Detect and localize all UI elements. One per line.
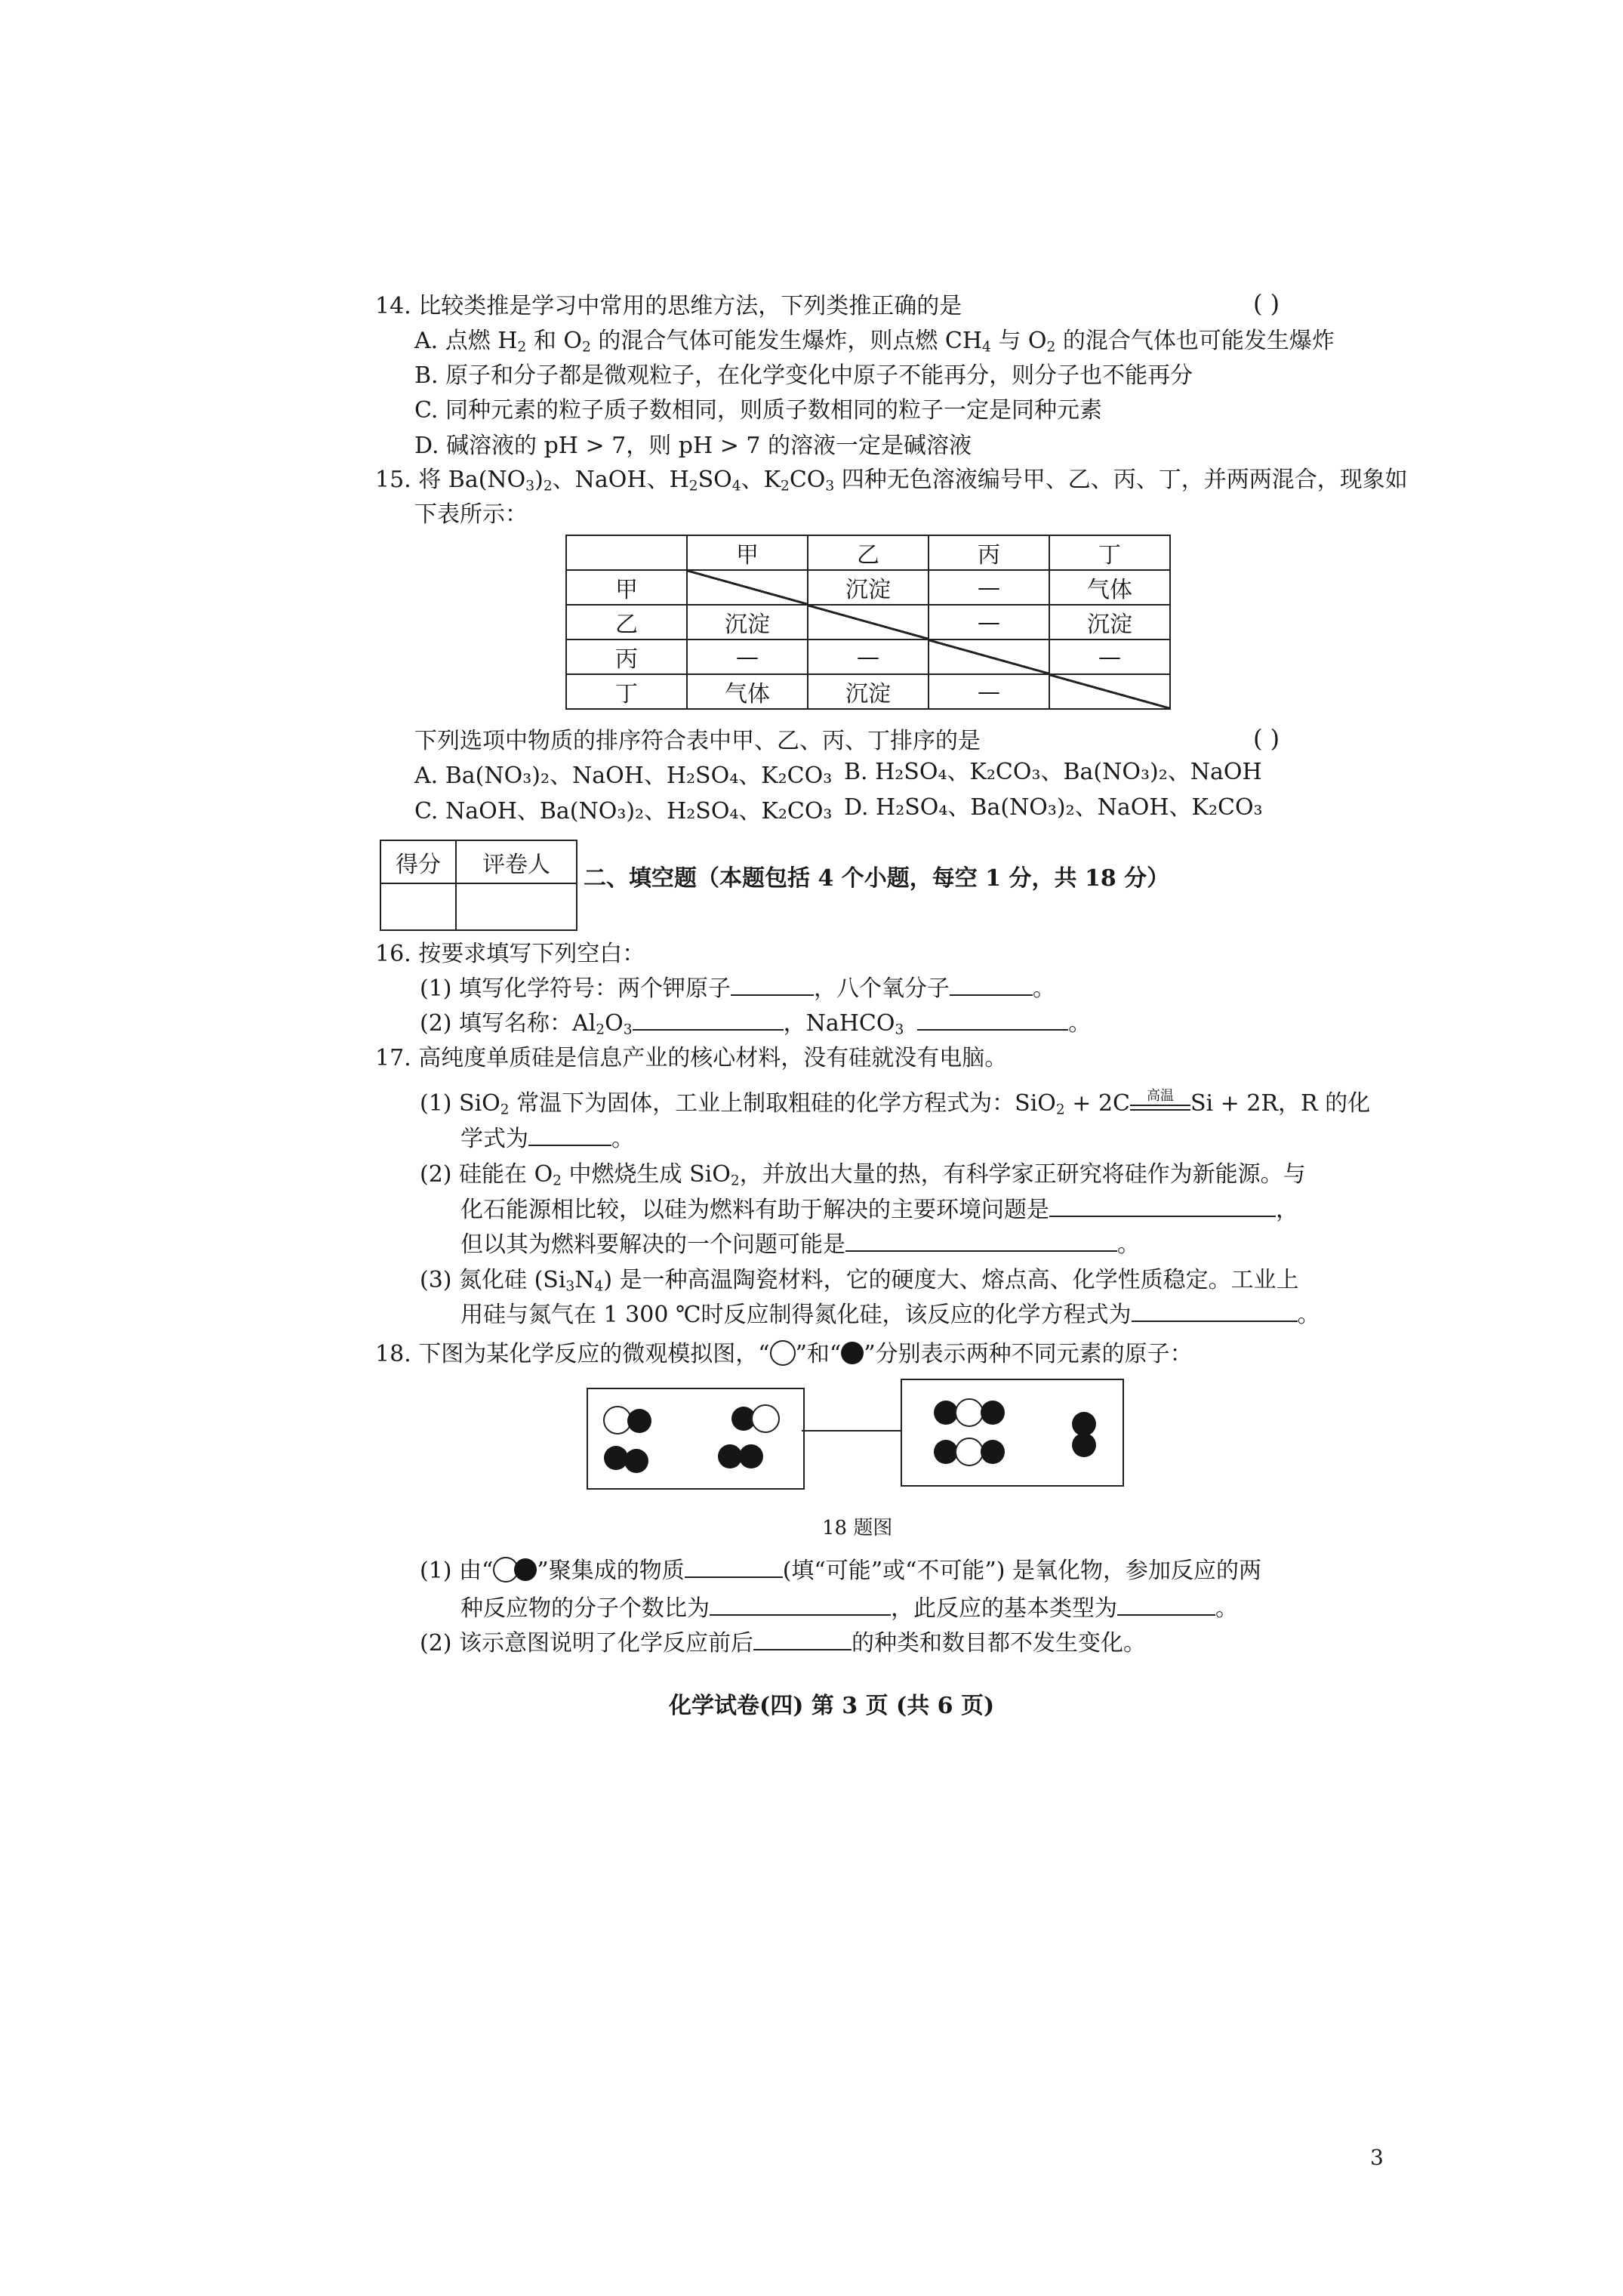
q18-part-2: (2) 该示意图说明了化学反应前后 的种类和数目都不发生变化。	[420, 1630, 1147, 1657]
score-box	[380, 840, 577, 931]
q17-stem: 17. 高纯度单质硅是信息产业的核心材料，没有硅就没有电脑。	[375, 1045, 1008, 1071]
q15-option-b: B. H₂SO₄、K₂CO₃、Ba(NO₃)₂、NaOH	[844, 759, 1262, 785]
q17-part-3-line2: 用硅与氮气在 1 300 ℃时反应制得氮化硅，该反应的化学方程式为 。	[460, 1302, 1320, 1328]
q17-part-2-line3: 但以其为燃料要解决的一个问题可能是 。	[460, 1231, 1140, 1258]
reactants-box	[587, 1388, 805, 1490]
black-atom-icon	[981, 1401, 1005, 1425]
q15-question: 下列选项中物质的排序符合表中甲、乙、丙、丁排序的是	[414, 728, 981, 754]
white-atom-icon	[955, 1398, 984, 1427]
q16-part-1: (1) 填写化学符号：两个钾原子 ，八个氧分子 。	[420, 975, 1056, 1002]
table-row-label: 甲	[566, 570, 687, 605]
q16-stem: 16. 按要求填写下列空白：	[375, 941, 645, 967]
q14-option-a: A. 点燃 $H_2$ 和 $O_2$ 的混合气体可能发生爆炸，则点燃 $CH_4$ 与 $O_2$ 的混合气体也可能发生爆炸	[414, 328, 1335, 356]
table-row	[566, 605, 1170, 639]
table-cell: 沉淀	[1049, 605, 1170, 639]
table-cell: 沉淀	[808, 570, 929, 605]
table-cell: —	[808, 639, 929, 674]
answer-blank[interactable]	[950, 975, 1033, 996]
black-atom-icon	[841, 1342, 864, 1364]
black-atom-icon	[624, 1449, 648, 1473]
answer-blank[interactable]	[1132, 1301, 1298, 1322]
q18-part-1: (1) 由“ ”聚集成的物质 (填“可能”或“不可能”) 是氧化物，参加反应的两	[420, 1558, 1262, 1584]
table-row	[566, 639, 1170, 674]
table-row	[566, 535, 1170, 570]
q17-part-2-line2: 化石能源相比较，以硅为燃料有助于解决的主要环境问题是 ，	[460, 1197, 1298, 1223]
answer-blank[interactable]	[753, 1629, 852, 1650]
reaction-arrow	[802, 1430, 901, 1432]
table-header: 乙	[808, 535, 929, 570]
white-atom-icon	[955, 1438, 984, 1466]
table-cell: —	[687, 639, 808, 674]
answer-blank[interactable]	[731, 975, 814, 996]
table-cell: 沉淀	[687, 605, 808, 639]
q17-part-2: (2) 硅能在 $O_2$ 中燃烧生成 SiO$_2$，并放出大量的热，有科学家正研究将硅作为新能源。与	[420, 1161, 1306, 1189]
q14-option-b: B. 原子和分子都是微观粒子，在化学变化中原子不能再分，则分子也不能再分	[414, 362, 1193, 389]
q15-mixing-table	[565, 535, 1171, 710]
table-row	[566, 674, 1170, 709]
table-row-label: 丁	[566, 674, 687, 709]
table-header: 丙	[929, 535, 1049, 570]
table-cell: —	[929, 570, 1049, 605]
table-row	[566, 570, 1170, 605]
figure-caption: 18 题图	[822, 1517, 893, 1539]
table-cell: 气体	[687, 674, 808, 709]
table-diagonal-cell	[1049, 674, 1170, 709]
score-field[interactable]	[380, 883, 456, 930]
q14-stem: 14. 比较类推是学习中常用的思维方法，下列类推正确的是	[375, 293, 962, 319]
table-cell: —	[929, 674, 1049, 709]
table-diagonal-cell	[687, 570, 808, 605]
table-row-label: 丙	[566, 639, 687, 674]
answer-blank[interactable]	[1049, 1196, 1276, 1217]
table-header: 甲	[687, 535, 808, 570]
black-atom-icon	[739, 1444, 763, 1469]
q15-option-d: D. H₂SO₄、Ba(NO₃)₂、NaOH、K₂CO₃	[844, 794, 1263, 821]
table-cell: 气体	[1049, 570, 1170, 605]
q18-stem: 18. 下图为某化学反应的微观模拟图，“ ”和“ ”分别表示两种不同元素的原子：	[375, 1341, 1193, 1367]
q14-option-c: C. 同种元素的粒子质子数相同，则质子数相同的粒子一定是同种元素	[414, 397, 1102, 424]
table-cell: —	[929, 605, 1049, 639]
score-label: 得分	[380, 840, 456, 883]
section-2-title: 二、填空题（本题包括 4 个小题，每空 1 分，共 18 分）	[584, 865, 1170, 892]
q17-part-3: (3) 氮化硅 $(Si_3N_4)$ 是一种高温陶瓷材料，它的硬度大、熔点高、化学性质稳定。工业上	[420, 1267, 1299, 1295]
answer-blank[interactable]	[528, 1125, 611, 1146]
page-number: 3	[1370, 2145, 1384, 2170]
q18-part-1-continued: 种反应物的分子个数比为 ，此反应的基本类型为 。	[460, 1595, 1238, 1622]
table-header: 丁	[1049, 535, 1170, 570]
products-box	[901, 1379, 1124, 1487]
q14-option-d: D. 碱溶液的 pH > 7，则 pH > 7 的溶液一定是碱溶液	[414, 433, 972, 459]
q15-stem: 15. 将 $Ba(NO_3)_2$、NaOH、$H_2SO_4$、$K_2CO_3$ 四种无色溶液编号甲、乙、丙、丁，并两两混合，现象如	[375, 467, 1408, 495]
answer-blank[interactable]	[685, 1557, 783, 1578]
q14-answer-paren: ( )	[1253, 289, 1280, 318]
q15-option-a: A. Ba(NO₃)₂、NaOH、H₂SO₄、K₂CO₃	[414, 763, 833, 789]
table-cell: 沉淀	[808, 674, 929, 709]
white-atom-icon	[770, 1340, 796, 1366]
q17-part-1-continued: 学式为 。	[460, 1126, 634, 1152]
table-diagonal-cell	[808, 605, 929, 639]
reaction-condition-arrow: 高温	[1130, 1103, 1190, 1111]
q15-option-c: C. NaOH、Ba(NO₃)₂、H₂SO₄、K₂CO₃	[414, 798, 833, 824]
grader-field[interactable]	[456, 883, 577, 930]
q16-part-2: (2) 填写名称：$Al_2O_3$ ，NaHCO$_3$ 。	[420, 1010, 1092, 1038]
answer-blank[interactable]	[845, 1231, 1117, 1252]
table-diagonal-cell	[929, 639, 1049, 674]
black-atom-icon	[981, 1440, 1005, 1464]
black-atom-icon	[627, 1409, 651, 1433]
table-cell	[566, 535, 687, 570]
grader-label: 评卷人	[456, 840, 577, 883]
q15-stem-continued: 下表所示：	[414, 501, 528, 528]
answer-blank[interactable]	[710, 1595, 891, 1616]
page-footer: 化学试卷(四) 第 3 页 (共 6 页)	[669, 1693, 995, 1719]
black-atom-icon	[514, 1558, 537, 1581]
table-row-label: 乙	[566, 605, 687, 639]
table-cell: —	[1049, 639, 1170, 674]
q15-answer-paren: ( )	[1253, 724, 1280, 753]
q17-part-1: (1) SiO$_2$ 常温下为固体，工业上制取粗硅的化学方程式为：SiO$_2$ + 2C 高温 Si + 2R，R 的化	[420, 1088, 1371, 1118]
black-atom-icon	[1072, 1433, 1096, 1457]
answer-blank[interactable]	[633, 1009, 784, 1031]
answer-blank[interactable]	[1117, 1595, 1215, 1616]
answer-blank[interactable]	[917, 1009, 1068, 1031]
white-atom-icon	[751, 1404, 780, 1433]
